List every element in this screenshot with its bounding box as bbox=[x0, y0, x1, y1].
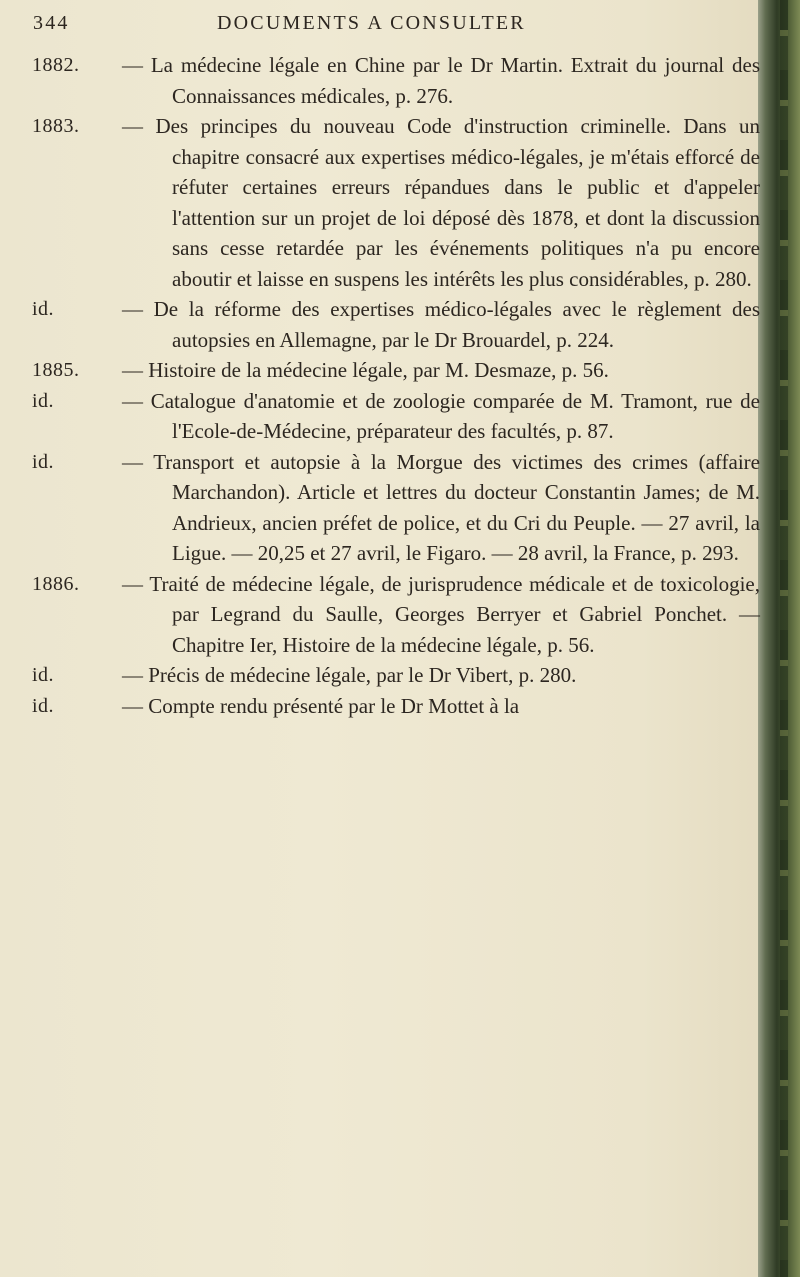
bibliography-entry bbox=[0, 691, 760, 722]
bibliography-list bbox=[0, 50, 760, 721]
bibliography-entry bbox=[0, 386, 760, 447]
entry-text: — Compte rendu présenté par le Dr Mottet à la bbox=[122, 693, 520, 718]
entry-text: — Traité de médecine légale, de jurisprudence médicale et de toxicologie, par Legrand du Saulle, Georges Berryer et Gabriel Ponchet. — Chapitre Ier, Histoire de la médecine légale, p. 56. bbox=[122, 571, 760, 657]
entry-text: — La médecine légale en Chine par le Dr Martin. Extrait du journal des Connaissances médicales, p. 276. bbox=[122, 53, 760, 108]
entry-year: id. bbox=[32, 298, 55, 320]
entry-year: 1885. bbox=[32, 359, 80, 381]
page-number: 344 bbox=[33, 12, 70, 34]
entry-text: — Des principes du nouveau Code d'instruction criminelle. Dans un chapitre consacré aux expertises médico-légales, je m'étais efforcé de réfuter certaines erreurs répandues dans le public et d'appeler l'attention sur un projet de loi déposé dès 1878, et dont la discussion sans cesse retardée par les événements politiques n'a pu encore aboutir et laisse en suspens les intérêts les plus considérables, p. 280. bbox=[122, 114, 760, 291]
entry-year: id. bbox=[32, 664, 55, 686]
running-title: DOCUMENTS A CONSULTER bbox=[217, 12, 526, 34]
entry-year: id. bbox=[32, 694, 55, 717]
bibliography-entry bbox=[0, 447, 760, 569]
entry-text: — De la réforme des expertises médico-légales avec le règlement des autopsies en Allemagne, par le Dr Brouardel, p. 224. bbox=[122, 297, 760, 352]
entry-text: — Précis de médecine légale, par le Dr Vibert, p. 280. bbox=[122, 663, 577, 687]
entry-year: id. bbox=[32, 450, 55, 473]
binding-shadow bbox=[780, 0, 788, 1277]
bibliography-entry bbox=[0, 355, 760, 386]
bibliography-entry bbox=[0, 294, 760, 355]
entry-text: — Transport et autopsie à la Morgue des victimes des crimes (affaire Marchandon). Article et lettres du docteur Constantin James; de M. Andrieux, ancien préfet de police, et du Cri du Peuple. — 27 avril, la Ligue. — 20,25 et 27 avril, le Figaro. — 28 avril, la France, p. 293. bbox=[122, 449, 760, 565]
bibliography-entry bbox=[0, 111, 760, 294]
entry-year: 1882. bbox=[32, 54, 80, 76]
running-header bbox=[33, 8, 753, 38]
bibliography-entry bbox=[0, 569, 760, 661]
entry-text: — Histoire de la médecine légale, par M. Desmaze, p. 56. bbox=[122, 358, 609, 382]
entry-year: id. bbox=[32, 389, 55, 412]
entry-year: 1883. bbox=[32, 115, 80, 137]
bibliography-entry bbox=[0, 660, 760, 691]
page-edge-binding bbox=[758, 0, 800, 1277]
bibliography-entry bbox=[0, 50, 760, 111]
entry-text: — Catalogue d'anatomie et de zoologie comparée de M. Tramont, rue de l'Ecole-de-Médecine, préparateur des facultés, p. 87. bbox=[122, 388, 760, 443]
entry-year: 1886. bbox=[32, 572, 80, 595]
